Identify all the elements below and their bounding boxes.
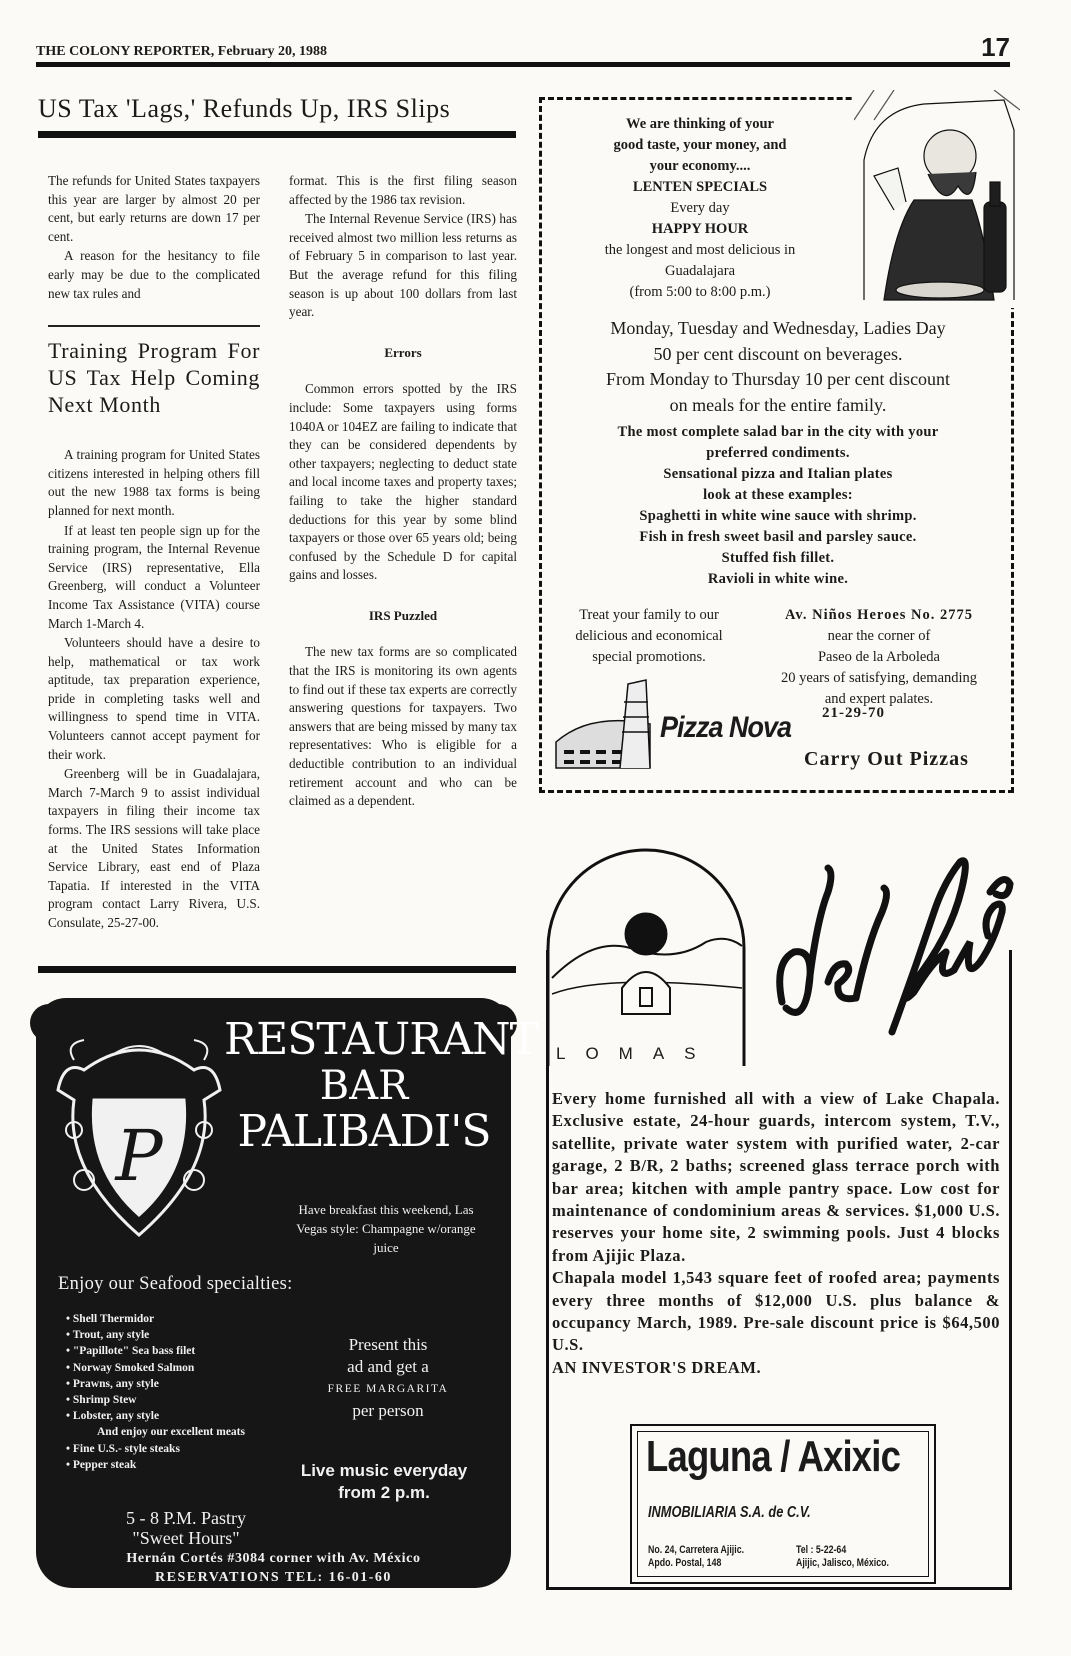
pizza-phone: 21-29-70 xyxy=(822,705,885,721)
pizza-offer-line: 50 per cent discount on beverages. xyxy=(653,343,903,364)
free-margarita: FREE MARGARITA xyxy=(327,1383,449,1395)
menu-item: • Prawns, any style xyxy=(66,1376,266,1392)
margarita-offer xyxy=(318,1334,458,1422)
masthead-rule xyxy=(36,62,1010,67)
monogram-crest-icon xyxy=(54,1030,224,1242)
pizza-intro-line: HAPPY HOUR xyxy=(651,221,749,237)
pizza-promo-line: delicious and economical xyxy=(575,628,723,644)
training-paragraph: Greenberg will be in Guadalajara, March 7-March 9 to assist individual taxpayers in filing their income tax forms. The IRS sessions will take place at the United States Information Service Library, east end of Plaza Tapatia. If interested in the VITA program contact Larry Rivera, U.S. Consulate, 25-27-00. xyxy=(48,766,260,930)
realtor-name: Laguna / Axixic xyxy=(646,1432,901,1481)
menu-item: • "Papillote" Sea bass filet xyxy=(66,1343,266,1359)
pastry-line: 5 - 8 P.M. Pastry xyxy=(125,1508,246,1528)
article-title-rule xyxy=(38,131,516,138)
pizza-special-line: Sensational pizza and Italian plates xyxy=(663,466,893,482)
pizza-intro-line: We are thinking of your xyxy=(626,116,774,132)
meats-heading: And enjoy our excellent meats xyxy=(97,1426,245,1439)
article-end-rule xyxy=(38,966,516,973)
pizza-offer-line: on meals for the entire family. xyxy=(669,394,887,415)
menu-item: • Shell Thermidor xyxy=(66,1311,266,1327)
breakfast-offer: Have breakfast this weekend, Las Vegas style: Champagne w/orange juice xyxy=(296,1202,476,1255)
pizza-offer-line: Monday, Tuesday and Wednesday, Ladies Day xyxy=(610,318,946,338)
article-paragraph: format. This is the first filing season affected by the 1986 tax revision. xyxy=(289,173,517,207)
pizza-promo-line: special promotions. xyxy=(592,649,706,665)
pizza-special-line: The most complete salad bar in the city with your xyxy=(617,424,939,440)
pizza-special-line: Fish in fresh sweet basil and parsley sauce. xyxy=(639,529,917,545)
masthead xyxy=(36,32,1010,64)
lomas-label: LOMAS xyxy=(556,1044,716,1063)
offer-line: ad and get a xyxy=(347,1357,429,1376)
pizza-special-line: Stuffed fish fillet. xyxy=(721,550,835,566)
training-paragraph: If at least ten people sign up for the training program, the Internal Revenue Service (IRS) representative, Ella Greenberg, will conduct a Volunteer Income Tax Assistance (VITA) course March 1-March 4. xyxy=(48,522,260,631)
errors-heading: Errors xyxy=(384,344,422,360)
pizza-special-line: preferred condiments. xyxy=(706,445,850,461)
pizza-special-line: look at these examples: xyxy=(703,487,853,503)
pizza-special-line: Spaghetti in white wine sauce with shrimp. xyxy=(639,508,917,524)
pizza-nova-ad xyxy=(539,97,1014,793)
pizza-specials xyxy=(550,422,1006,590)
section-divider xyxy=(48,325,260,327)
pizza-intro-line: Guadalajara xyxy=(664,263,736,279)
menu-item: • Pepper steak xyxy=(66,1457,266,1473)
pizza-intro-line: Every day xyxy=(670,200,730,216)
training-paragraph: A training program for United States citizens interested in helping others fill out the new 1988 tax forms is being planned for next month. xyxy=(48,447,260,518)
sweet-hours xyxy=(106,1508,266,1548)
realtor-address: No. 24, Carretera Ajijic. Apdo. Postal, 148 xyxy=(648,1544,745,1569)
pizza-location-line: near the corner of xyxy=(827,628,931,644)
pizza-intro-line: good taste, your money, and xyxy=(613,137,787,153)
offer-line: per person xyxy=(352,1401,424,1420)
article-paragraph: The refunds for United States taxpayers this year are larger by almost 20 per cent, but early returns are down 17 per cent. xyxy=(48,173,260,244)
menu-item: • Fine U.S.- style steaks xyxy=(66,1441,266,1457)
page-number: 17 xyxy=(981,32,1010,62)
lomas-paragraph: Every home furnished all with a view of Lake Chapala. Exclusive estate, 24-hour guards, intercom system, T.V., satellite, private water system with purified water, 2-car garage, 2 B/R, 2 baths; screened glass terrace porch with bar area; kitchen with ample pantry space. Low cost for maintenance of condominium areas & services. $1,000 U.S. reserves your home site, 2 swimming pools. Just 4 blocks from Ajijic Plaza. xyxy=(552,1089,1000,1265)
lomas-description xyxy=(552,1088,1000,1379)
pizza-promo-line: Treat your family to our xyxy=(579,607,719,623)
lomas-paragraph: AN INVESTOR'S DREAM. xyxy=(552,1357,762,1377)
errors-paragraph: Common errors spotted by the IRS include: Some taxpayers using forms 1040A or 104EZ are failing to indicate that they can be considered dependents by other taxpayers; neglecting to deduct state and local income taxes and property taxes; failing to take the higher standard deductions for this year by some blind taxpayers or those over 65 years old; being confused by the Schedule D for capital gains and losses. xyxy=(289,381,517,583)
palibadis-ad xyxy=(36,998,538,1588)
pizza-intro-line: your economy.... xyxy=(649,158,751,174)
live-music: Live music everyday from 2 p.m. xyxy=(300,1461,468,1502)
pizza-promo xyxy=(554,605,744,668)
reservations-phone: RESERVATIONS TEL: 16-01-60 xyxy=(155,1570,392,1585)
laguna-axixic-box xyxy=(630,1424,936,1584)
pizza-location-line: Paseo de la Arboleda xyxy=(817,649,940,665)
realtor-phone: Tel : 5-22-64 Ajijic, Jalisco, México. xyxy=(796,1544,889,1569)
offer-line: Present this xyxy=(348,1335,428,1354)
pizza-intro-line: the longest and most delicious in xyxy=(604,242,796,258)
menu-list xyxy=(66,1311,266,1473)
article-title: US Tax 'Lags,' Refunds Up, IRS Slips xyxy=(38,94,451,123)
pizza-intro-line: LENTEN SPECIALS xyxy=(632,179,768,195)
pizza-carry-out: Carry Out Pizzas xyxy=(804,748,969,770)
pizza-intro-line: (from 5:00 to 8:00 p.m.) xyxy=(629,284,771,300)
puzzled-paragraph: The new tax forms are so complicated that the IRS is monitoring its own agents to find out if these tax experts are correctly answering questions for taxpayers. Two answers that are being missed by many tax representatives: Who is eligible for a deductible contribution to an individual retirement account and who can be claimed as a dependent. xyxy=(289,644,517,809)
article-paragraph: The Internal Revenue Service (IRS) has received almost two million less returns as of February 5 in comparison to last year. But the average refund for this filing season is up about 100 dollars from last year. xyxy=(289,211,517,320)
pizza-location-line: 20 years of satisfying, demanding xyxy=(780,670,978,686)
title-line: BAR xyxy=(319,1063,409,1109)
pizza-intro xyxy=(552,114,848,303)
article-column-2 xyxy=(289,172,517,812)
puzzled-heading: IRS Puzzled xyxy=(368,607,438,623)
restaurant-address: Hernán Cortés #3084 corner with Av. México xyxy=(126,1551,421,1566)
training-title: Training Program For US Tax Help Coming Next Month xyxy=(48,338,260,418)
lomas-del-lago-ad xyxy=(536,838,1014,1598)
chef-illustration xyxy=(854,90,1020,308)
menu-item: • Norway Smoked Salmon xyxy=(66,1360,266,1376)
title-line: PALIBADI'S xyxy=(237,1106,491,1157)
del-lago-script-logo xyxy=(764,832,1014,1042)
pizza-address: Av. Niños Heroes No. 2775 xyxy=(785,607,973,623)
menu-item: • Lobster, any style xyxy=(66,1408,266,1424)
menu-item: • Trout, any style xyxy=(66,1327,266,1343)
seafood-heading: Enjoy our Seafood specialties: xyxy=(58,1274,293,1294)
publication-line: THE COLONY REPORTER, February 20, 1988 xyxy=(36,44,328,59)
realtor-subtitle: INMOBILIARIA S.A. de C.V. xyxy=(648,1504,811,1521)
article-paragraph: A reason for the hesitancy to file early may be due to the complicated new tax rules and xyxy=(48,248,260,301)
pizza-special-line: Ravioli in white wine. xyxy=(707,571,849,587)
palibadis-title xyxy=(224,1014,538,1157)
lomas-paragraph: Chapala model 1,543 square feet of roofed area; payments every three months of $12,000 U.S. plus balance & occupancy March, 1989. Pre-sale discount price is $64,500 U.S. xyxy=(552,1268,1000,1355)
pizza-offer-line: From Monday to Thursday 10 per cent discount xyxy=(605,369,951,389)
pizza-brand: Pizza Nova xyxy=(660,710,792,744)
article-column-1 xyxy=(48,172,260,934)
title-line: RESTAURANT xyxy=(224,1014,538,1065)
monogram-letter: P xyxy=(115,1115,163,1197)
pizza-location-line: and expert palates. xyxy=(824,691,934,707)
training-paragraph: Volunteers should have a desire to help, mathematical or tax work aptitude, tax preparation experience, pride in completing tasks well and willingness to spend time in VITA. Volunteers cannot accept payment for their work. xyxy=(48,635,260,762)
lake-arch-icon xyxy=(536,838,756,1068)
pizza-weekday-offers xyxy=(550,316,1006,418)
pastry-line: "Sweet Hours" xyxy=(132,1528,240,1548)
menu-item: • Shrimp Stew xyxy=(66,1392,266,1408)
